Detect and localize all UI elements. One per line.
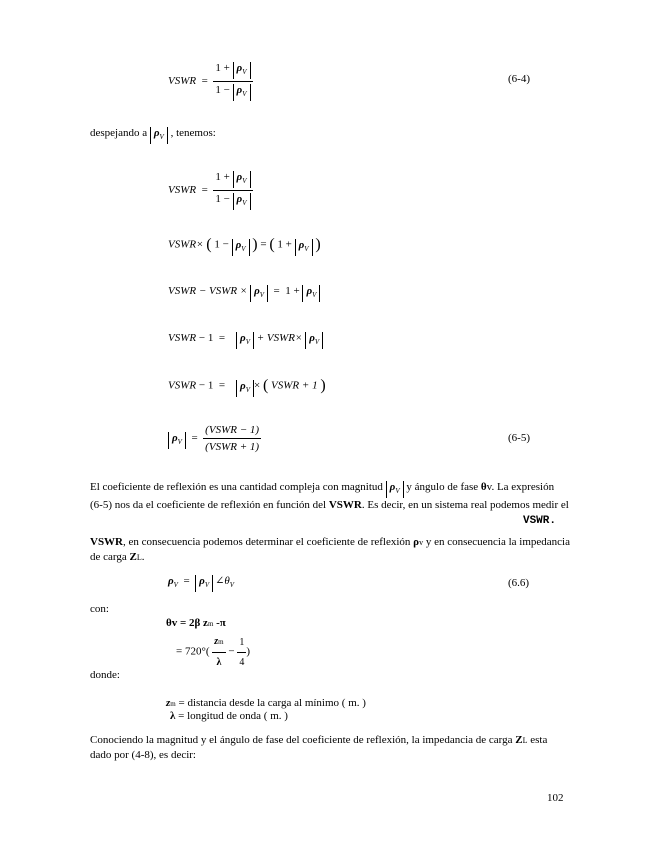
equation-6-6: $\rho_V = \rho_V$ $\angle\theta_V$ [168,575,237,592]
equation-vswr-expand: VSWR − VSWR × $\rho_V = 1 + \rho_V$ [168,285,320,302]
theta-equation: θv = 2β zm -π [166,617,226,629]
definition-lambda: λ = longitud de onda ( m. ) [170,710,288,722]
equation-vswr-fraction: VSWR = $\frac{1 + \rho_V}{1 - \rho_V}$ [168,171,253,210]
paragraph-consequence: VSWR, en consecuencia podemos determinar el coeficiente de reflexión ρv y en consecuencia la impedancia de carga ZL. [90,536,570,563]
equation-vswr-product: VSWR× ( $1 - \rho_V$ ) = ( $1 + \rho_V$ ) [168,236,321,256]
equation-number-6-5: (6-5) [508,432,530,444]
equation-number-6-4: (6-4) [508,73,530,85]
donde-label: donde: [90,669,120,681]
fraction: $\frac{1 + \rho_V}{1 - \rho_V}$ [213,62,252,101]
eq-lhs: VSWR [168,75,197,88]
equation-vswr-factor: VSWR − 1 = $\rho_V$ × ( VSWR + 1 ) [168,377,326,397]
equation-6-5: $\rho_V$ = $\frac{\text{(VSWR − 1)}}{\text{(VSWR + 1)}}$ [168,424,261,453]
equation-6-4: VSWR = $\frac{1 + \rho_V}{1 - \rho_V}$ [168,62,253,101]
equation-vswr-minus-one: VSWR − 1 = $\rho_V$ + VSWR× $\rho_V$ [168,332,323,349]
despejando-line: despejando a $\rho_V$ , tenemos: [90,126,216,144]
paragraph-load-impedance: Conociendo la magnitud y el ángulo de fase del coeficiente de reflexión, la impedancia de carga ZL esta dado por (4-8), es decir: [90,734,548,761]
paragraph-coefficient: El coeficiente de reflexión es una cantidad compleja con magnitud $\rho_V$ y ángulo de fase θv. La expresión (6-5) nos da el coeficiente de reflexión en función del VSWR. Es decir, en un sistema real podemos medir el VSWR. [90,481,569,527]
con-label: con: [90,603,109,615]
theta-equation-2: = 720°( $\frac{zm}{\lambda}$ − $\frac{1}{4}$ ) [176,636,251,668]
page-number: 102 [547,792,564,804]
equation-number-6-6: (6.6) [508,577,530,589]
definition-zm: zm = distancia desde la carga al mínimo ( m. ) [166,697,366,709]
